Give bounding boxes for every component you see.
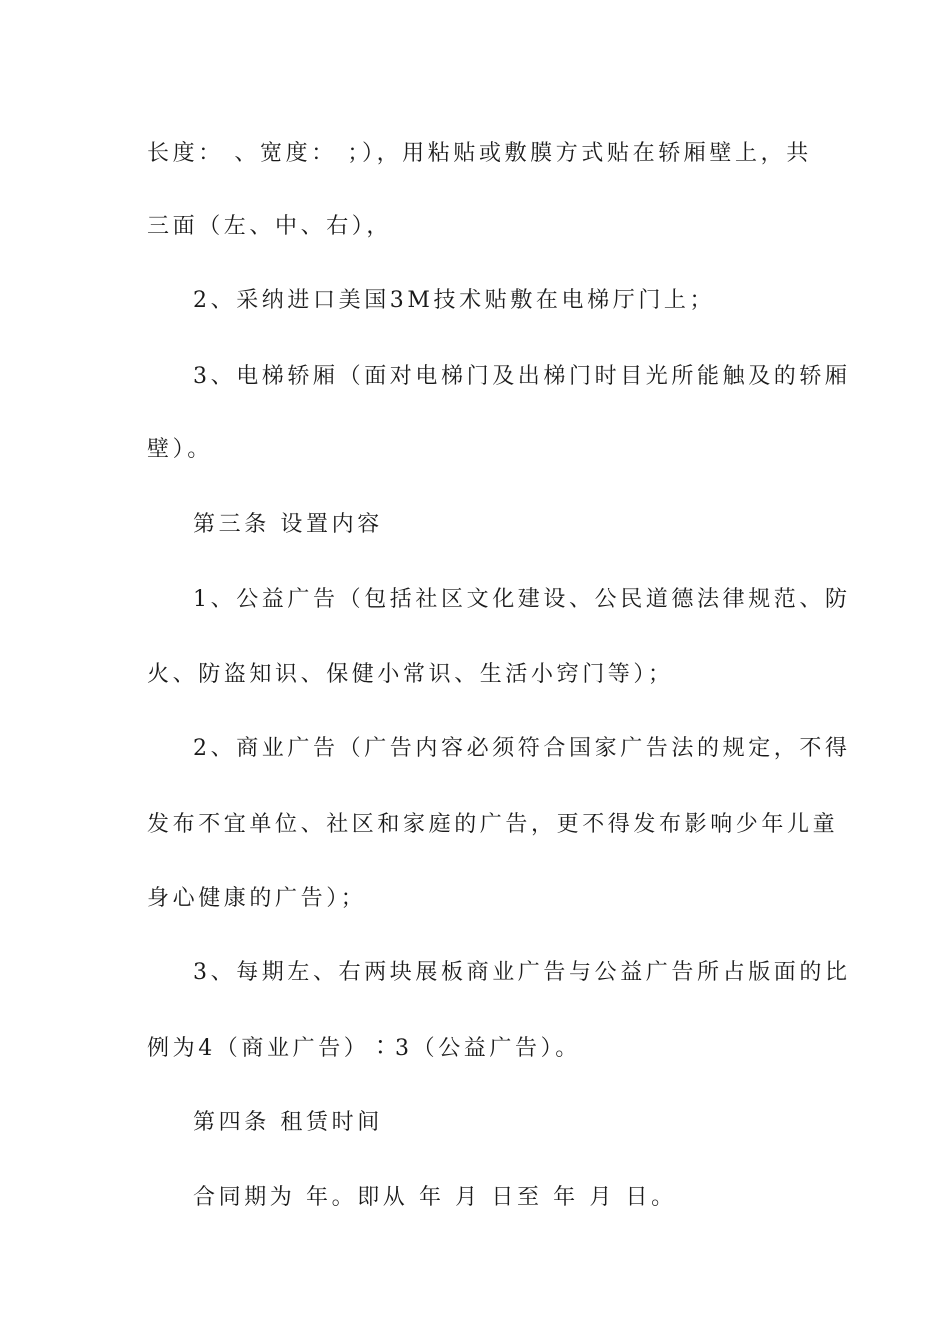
paragraph-line: 身心健康的广告）； [147, 886, 367, 911]
paragraph-line: 合同期为 年。即从 年 月 日至 年 月 日。 [193, 1185, 677, 1210]
list-item-line: 1、公益广告（包括社区文化建设、公民道德法律规范、防 [193, 587, 851, 612]
paragraph-line: 例为4（商业广告）∶3（公益广告）。 [147, 1036, 581, 1061]
paragraph-line: 壁）。 [147, 437, 213, 462]
paragraph-line: 长度： 、宽度： ；），用粘贴或敷膜方式贴在轿厢壁上，共 [147, 141, 812, 166]
list-item-line: 2、采纳进口美国3M技术贴敷在电梯厅门上； [193, 288, 716, 313]
list-item-line: 3、电梯轿厢（面对电梯门及出梯门时目光所能触及的轿厢 [193, 364, 851, 389]
paragraph-line: 火、防盗知识、保健小常识、生活小窍门等）； [147, 662, 674, 687]
section-heading: 第三条 设置内容 [193, 512, 383, 537]
list-item-line: 2、商业广告（广告内容必须符合国家广告法的规定，不得 [193, 736, 851, 761]
list-item-line: 3、每期左、右两块展板商业广告与公益广告所占版面的比 [193, 960, 851, 985]
paragraph-line: 发布不宜单位、社区和家庭的广告，更不得发布影响少年儿童 [147, 812, 839, 837]
paragraph-line: 三面（左、中、右）， [147, 214, 393, 239]
section-heading: 第四条 租赁时间 [193, 1110, 383, 1135]
